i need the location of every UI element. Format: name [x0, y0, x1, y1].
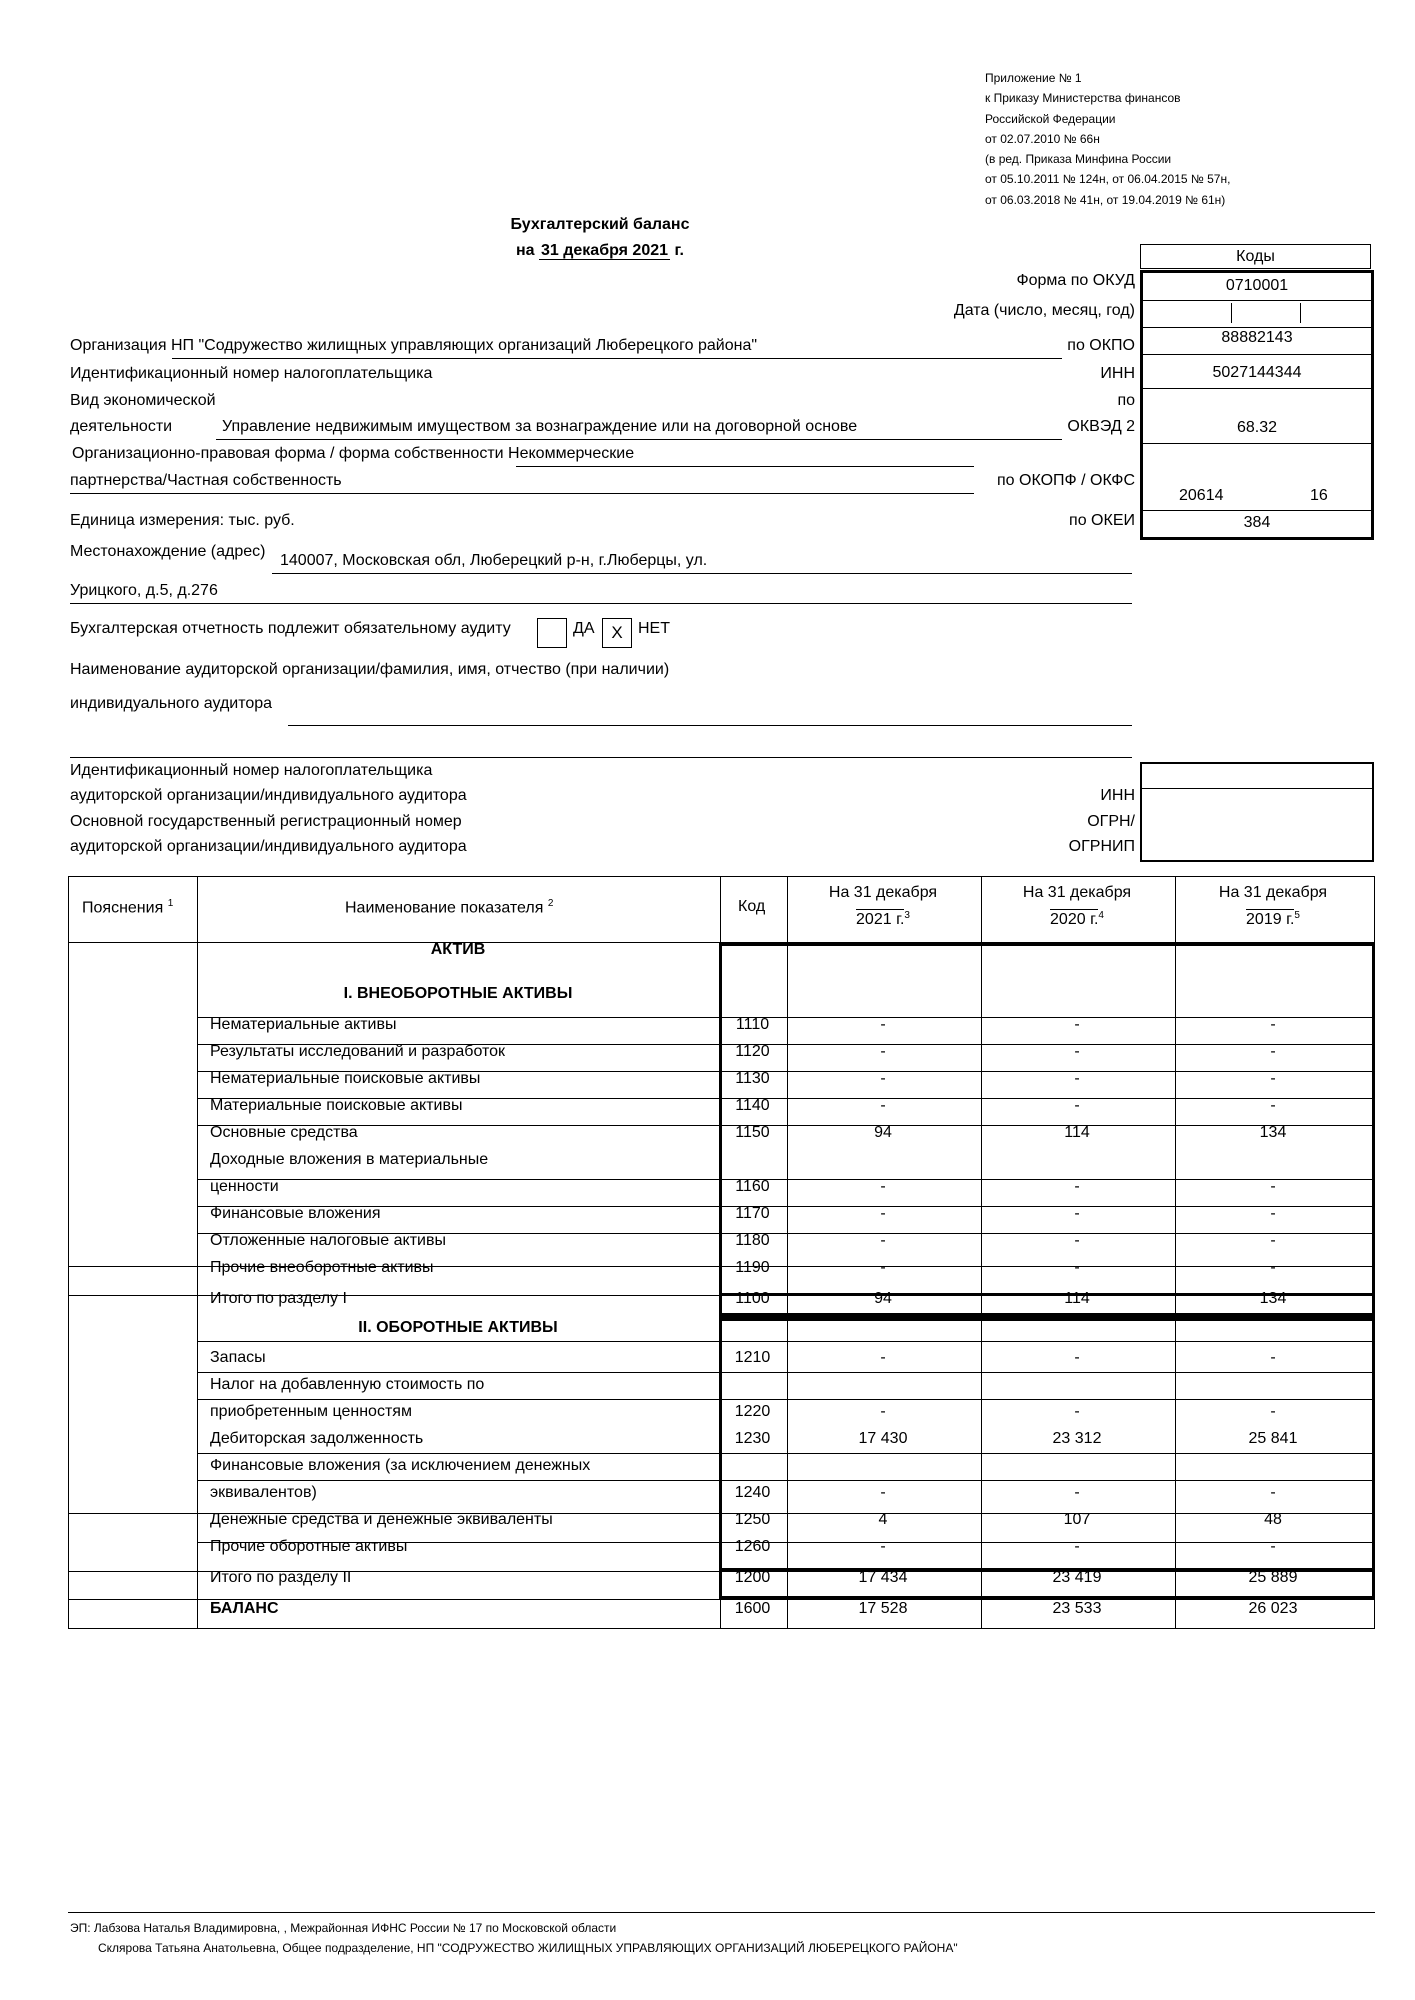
- row-value-v1: -: [880, 1259, 886, 1276]
- header-notes: Пояснения $^1$: [82, 898, 174, 917]
- row-value-v1: -: [880, 1043, 886, 1060]
- row-value-v2: -: [1074, 1043, 1080, 1060]
- audit-label: Бухгалтерская отчетность подлежит обязательному аудиту: [70, 620, 511, 637]
- row-value-v2: 23 312: [1052, 1430, 1102, 1447]
- activity-label-1: Вид экономической: [70, 392, 216, 409]
- okei-label: по ОКЕИ: [1069, 512, 1135, 529]
- audit-yes-label: ДА: [573, 620, 595, 637]
- row-name: Налог на добавленную стоимость по: [210, 1376, 485, 1393]
- appendix-line: (в ред. Приказа Минфина России: [985, 152, 1172, 167]
- row-value-v3: -: [1270, 1403, 1276, 1420]
- opf-field: [72, 445, 634, 463]
- row-value-v3: -: [1270, 1178, 1276, 1195]
- appendix-line: к Приказу Министерства финансов: [985, 91, 1181, 106]
- appendix-line: от 06.03.2018 № 41н, от 19.04.2019 № 61н): [985, 192, 1226, 207]
- row-code: 1110: [735, 1016, 770, 1033]
- row-value-v1: 17 434: [858, 1569, 908, 1586]
- auditor-ogrn-label-2: аудиторской организации/индивидуального аудитора: [70, 838, 467, 855]
- inn-code: 5027144344: [1212, 364, 1302, 381]
- row-code: 1230: [734, 1430, 771, 1447]
- row-code: 1120: [735, 1043, 770, 1060]
- org-name: НП "Содружество жилищных управляющих организаций Люберецкого района": [170, 337, 758, 354]
- okfs-code: 16: [1310, 487, 1328, 504]
- row-value-v2: -: [1074, 1538, 1080, 1555]
- row-value-v3: -: [1270, 1205, 1276, 1222]
- auditor-codes-box: [1140, 762, 1374, 862]
- okopf-label: по ОКОПФ / ОКФС: [997, 472, 1135, 489]
- row-name: Нематериальные активы: [210, 1016, 397, 1033]
- row-value-v2: -: [1074, 1232, 1080, 1249]
- row-value-v1: -: [880, 1538, 886, 1555]
- row-value-v3: -: [1270, 1484, 1276, 1501]
- row-code: 1140: [735, 1097, 770, 1114]
- footer-line-1: ЭП: Лабзова Наталья Владимировна, , Межрайонная ИФНС России № 17 по Московской области: [70, 1921, 617, 1935]
- row-name: Финансовые вложения: [210, 1205, 381, 1222]
- auditor-ogrn-code-label-2: ОГРНИП: [1068, 838, 1135, 855]
- row-value-v3: 134: [1259, 1290, 1287, 1307]
- row-code: 1250: [734, 1511, 771, 1528]
- row-code: 1100: [735, 1290, 770, 1307]
- row-value-v3: -: [1270, 1259, 1276, 1276]
- row-name: Прочие оборотные активы: [210, 1538, 408, 1555]
- row-value-v1: 4: [878, 1511, 888, 1528]
- row-name-cont: ценности: [210, 1178, 279, 1195]
- address-line-1: 140007, Московская обл, Люберецкий р-н, г.Люберцы, ул.: [280, 552, 708, 569]
- row-value-v2: 23 419: [1052, 1569, 1102, 1586]
- date-prefix: на: [515, 242, 535, 259]
- row-name: Доходные вложения в материальные: [210, 1151, 489, 1168]
- appendix-line: Российской Федерации: [985, 111, 1116, 126]
- row-code: 1260: [734, 1538, 771, 1555]
- row-value-v2: -: [1074, 1484, 1080, 1501]
- okei-code: 384: [1243, 514, 1271, 531]
- row-value-v1: -: [880, 1205, 886, 1222]
- row-value-v2: 114: [1064, 1290, 1090, 1307]
- appendix-line: Приложение № 1: [985, 71, 1082, 85]
- row-value-v3: -: [1270, 1538, 1276, 1555]
- row-value-v3: -: [1270, 1232, 1276, 1249]
- header-col1-bottom: 2021 г.$^3$: [856, 910, 910, 929]
- row-code: 1180: [735, 1232, 770, 1249]
- address-line-2: Урицкого, д.5, д.276: [70, 582, 218, 599]
- footer-line-2: Склярова Татьяна Анатольевна, Общее подразделение, НП "СОДРУЖЕСТВО ЖИЛИЩНЫХ УПРАВЛЯЮЩИХ ОРГАНИЗАЦИЙ ЛЮБЕРЕЦКОГО РАЙОНА": [98, 1941, 958, 1955]
- row-value-v3: 25 841: [1248, 1430, 1298, 1447]
- document-date: [430, 242, 770, 260]
- row-code: 1220: [734, 1403, 771, 1420]
- activity-value: Управление недвижимым имуществом за вознаграждение или на договорной основе: [222, 418, 858, 435]
- row-name: Нематериальные поисковые активы: [210, 1070, 481, 1087]
- row-name: Финансовые вложения (за исключением денежных: [210, 1457, 591, 1474]
- activity-label-2: деятельности: [70, 418, 173, 435]
- row-name: Прочие внеоборотные активы: [210, 1259, 434, 1276]
- row-value-v2: -: [1074, 1070, 1080, 1087]
- appendix-line: от 02.07.2010 № 66н: [985, 131, 1100, 146]
- row-value-v3: -: [1270, 1070, 1276, 1087]
- row-code: 1160: [735, 1178, 770, 1195]
- opf-value-2: партнерства/Частная собственность: [70, 472, 342, 489]
- appendix-line: от 05.10.2011 № 124н, от 06.04.2015 № 57н,: [985, 172, 1231, 187]
- header-col3-top: На 31 декабря: [1218, 884, 1328, 901]
- header-col2-top: На 31 декабря: [1022, 884, 1132, 901]
- row-value-v1: -: [880, 1232, 886, 1249]
- row-name: Итого по разделу II: [210, 1569, 352, 1586]
- row-code: 1170: [735, 1205, 770, 1222]
- row-value-v3: -: [1270, 1043, 1276, 1060]
- row-value-v1: -: [880, 1070, 886, 1087]
- document-title: Бухгалтерский баланс: [510, 216, 690, 233]
- appendix-note: [985, 68, 1230, 210]
- row-code: 1130: [735, 1070, 770, 1087]
- section2-heading: II. ОБОРОТНЫЕ АКТИВЫ: [358, 1319, 558, 1336]
- row-value-v2: -: [1074, 1403, 1080, 1420]
- row-value-v2: 23 533: [1052, 1600, 1102, 1617]
- row-value-v2: -: [1074, 1178, 1080, 1195]
- row-value-v3: 25 889: [1248, 1569, 1298, 1586]
- auditor-inn-label-1: Идентификационный номер налогоплательщика: [70, 762, 433, 779]
- section1-heading: I. ВНЕОБОРОТНЫЕ АКТИВЫ: [343, 985, 573, 1002]
- row-value-v1: 94: [874, 1124, 892, 1141]
- okud-label: Форма по ОКУД: [1016, 272, 1135, 289]
- row-code: 1600: [734, 1600, 771, 1617]
- row-value-v2: -: [1074, 1349, 1080, 1366]
- aktiv-heading: АКТИВ: [430, 941, 486, 958]
- okpo-code: 88882143: [1221, 329, 1293, 346]
- opf-label: Организационно-правовая форма / форма собственности: [72, 445, 504, 462]
- row-code: 1240: [734, 1484, 771, 1501]
- row-name-cont: эквивалентов): [210, 1484, 317, 1501]
- row-value-v3: 134: [1259, 1124, 1287, 1141]
- row-value-v1: -: [880, 1484, 886, 1501]
- row-value-v2: -: [1074, 1259, 1080, 1276]
- auditor-label-1: Наименование аудиторской организации/фамилия, имя, отчество (при наличии): [70, 661, 670, 678]
- auditor-inn-code-label: ИНН: [1100, 787, 1135, 804]
- row-code: 1210: [734, 1349, 771, 1366]
- row-name: Дебиторская задолженность: [210, 1430, 424, 1447]
- inn-field-label: Идентификационный номер налогоплательщика: [70, 365, 433, 382]
- header-col3-bottom: 2019 г.$^5$: [1246, 910, 1300, 929]
- auditor-inn-label-2: аудиторской организации/индивидуального аудитора: [70, 787, 467, 804]
- okud-code: 0710001: [1225, 277, 1289, 294]
- codes-box: [1140, 270, 1374, 540]
- row-value-v1: -: [880, 1097, 886, 1114]
- row-value-v3: -: [1270, 1349, 1276, 1366]
- header-col1-top: На 31 декабря: [828, 884, 938, 901]
- row-name: Денежные средства и денежные эквиваленты: [210, 1511, 553, 1528]
- row-value-v1: -: [880, 1016, 886, 1033]
- row-value-v3: 48: [1264, 1511, 1282, 1528]
- row-value-v1: -: [880, 1178, 886, 1195]
- address-label: Местонахождение (адрес): [70, 543, 266, 560]
- row-name: Основные средства: [210, 1124, 358, 1141]
- auditor-ogrn-label-1: Основной государственный регистрационный номер: [70, 813, 462, 830]
- date-suffix: г.: [674, 242, 684, 259]
- row-name: Итого по разделу I: [210, 1290, 347, 1307]
- auditor-label-2: индивидуального аудитора: [70, 695, 273, 712]
- org-name-field: [70, 337, 757, 355]
- row-code: 1150: [735, 1124, 770, 1141]
- header-code: Код: [738, 898, 766, 915]
- row-name-cont: приобретенным ценностям: [210, 1403, 412, 1420]
- row-name: Результаты исследований и разработок: [210, 1043, 506, 1060]
- signature-footer: [70, 1918, 958, 1958]
- row-value-v2: -: [1074, 1016, 1080, 1033]
- row-name: Материальные поисковые активы: [210, 1097, 463, 1114]
- row-value-v1: -: [880, 1349, 886, 1366]
- row-name: Отложенные налоговые активы: [210, 1232, 446, 1249]
- auditor-ogrn-code-label-1: ОГРН/: [1087, 813, 1135, 830]
- okved-label-2: ОКВЭД 2: [1067, 418, 1135, 435]
- row-value-v3: -: [1270, 1097, 1276, 1114]
- row-value-v3: -: [1270, 1016, 1276, 1033]
- audit-no-checkbox[interactable]: X: [602, 618, 632, 648]
- row-value-v1: 17 430: [858, 1430, 908, 1447]
- date-label: Дата (число, месяц, год): [953, 302, 1135, 319]
- report-date: 31 декабря 2021: [541, 242, 669, 259]
- opf-value-1: Некоммерческие: [508, 445, 635, 462]
- okpo-label: по ОКПО: [1067, 337, 1135, 354]
- header-name: Наименование показателя $^2$: [345, 898, 554, 917]
- row-code: 1190: [735, 1259, 770, 1276]
- row-value-v2: 107: [1063, 1511, 1091, 1528]
- org-label: Организация: [70, 337, 167, 354]
- row-value-v2: 114: [1064, 1124, 1090, 1141]
- row-name: БАЛАНС: [210, 1600, 279, 1617]
- inn-label: ИНН: [1100, 365, 1135, 382]
- row-value-v2: -: [1074, 1205, 1080, 1222]
- row-value-v1: 17 528: [858, 1600, 908, 1617]
- audit-yes-checkbox[interactable]: [537, 618, 567, 648]
- row-value-v1: 94: [874, 1290, 892, 1307]
- row-code: 1200: [734, 1569, 771, 1586]
- row-value-v3: 26 023: [1248, 1600, 1298, 1617]
- okved-label-1: по: [1117, 392, 1135, 409]
- row-name: Запасы: [210, 1349, 266, 1366]
- audit-no-label: НЕТ: [638, 620, 670, 637]
- okopf-code: 20614: [1179, 487, 1224, 504]
- codes-header: Коды: [1140, 244, 1371, 269]
- row-value-v2: -: [1074, 1097, 1080, 1114]
- row-value-v1: -: [880, 1403, 886, 1420]
- okved-code: 68.32: [1236, 419, 1278, 436]
- unit-label: Единица измерения: тыс. руб.: [70, 512, 295, 529]
- header-col2-bottom: 2020 г.$^4$: [1050, 910, 1104, 929]
